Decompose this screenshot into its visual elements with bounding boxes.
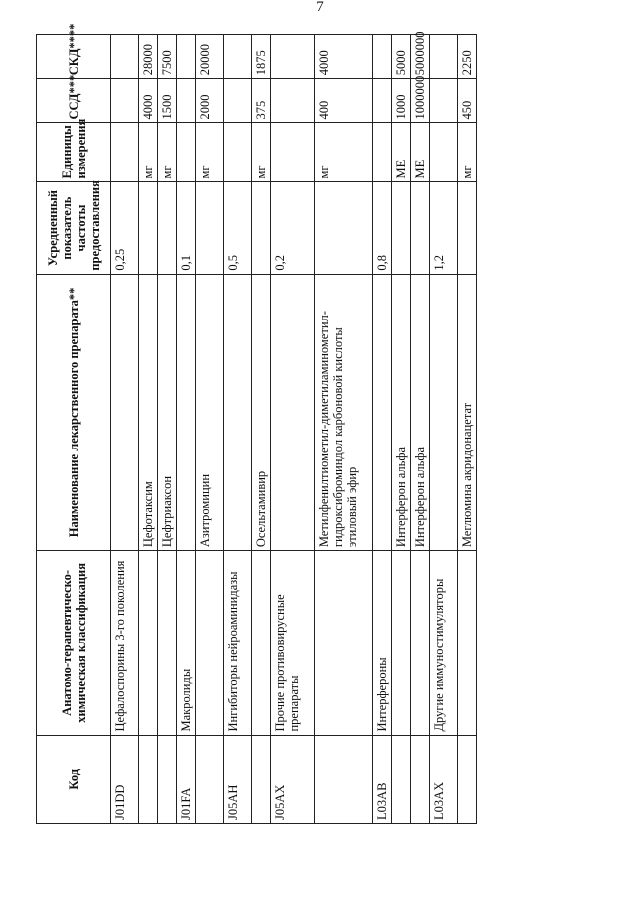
cell-name: Цефтриаксон [158, 274, 177, 551]
cell-name: Осельтамивир [252, 274, 271, 551]
table-row [177, 35, 196, 824]
cell-code: L03AB [373, 735, 392, 823]
cell-freq [392, 182, 411, 274]
cell-atc: Цефалоспорины 3-го поколения [111, 551, 139, 735]
page-number: 7 [316, 0, 324, 15]
cell-name [177, 274, 196, 551]
cell-code: L03AX [430, 735, 458, 823]
table-row [373, 35, 392, 824]
table-row [430, 35, 458, 824]
cell-ssd [111, 79, 139, 123]
cell-code [196, 735, 224, 823]
cell-skd: 5000000 [411, 35, 430, 79]
cell-ssd [224, 79, 252, 123]
cell-unit [373, 123, 392, 182]
cell-unit [430, 123, 458, 182]
header-freq: Усредненный показатель частоты предоставления [37, 182, 111, 274]
drug-table-container [36, 23, 474, 824]
cell-name: Метилфенилтиометил-диметиламинометил-гидроксиброминдол карбоновой кислоты этиловый эфир [315, 274, 373, 551]
cell-freq: 0,5 [224, 182, 252, 274]
cell-atc [411, 551, 430, 735]
cell-ssd [430, 79, 458, 123]
cell-skd [224, 35, 252, 79]
cell-skd [430, 35, 458, 79]
cell-freq [139, 182, 158, 274]
cell-code [315, 735, 373, 823]
cell-freq [158, 182, 177, 274]
cell-freq [252, 182, 271, 274]
cell-skd: 2250 [458, 35, 477, 79]
cell-unit: мг [458, 123, 477, 182]
table-row [458, 35, 477, 824]
cell-name [430, 274, 458, 551]
table-row [271, 35, 315, 824]
cell-code [139, 735, 158, 823]
cell-freq [196, 182, 224, 274]
cell-skd: 5000 [392, 35, 411, 79]
cell-atc [315, 551, 373, 735]
cell-code: J05AX [271, 735, 315, 823]
cell-unit [177, 123, 196, 182]
cell-skd [271, 35, 315, 79]
cell-skd [373, 35, 392, 79]
header-skd: СКД**** [37, 35, 111, 79]
cell-unit [224, 123, 252, 182]
cell-unit: мг [158, 123, 177, 182]
cell-atc: Макролиды [177, 551, 196, 735]
cell-atc: Ингибиторы нейроаминидазы [224, 551, 252, 735]
cell-name [111, 274, 139, 551]
cell-skd: 4000 [315, 35, 373, 79]
cell-unit: мг [196, 123, 224, 182]
cell-freq [458, 182, 477, 274]
cell-atc [139, 551, 158, 735]
cell-atc [158, 551, 177, 735]
table-body [111, 31, 477, 824]
cell-name [271, 274, 315, 551]
cell-ssd [177, 79, 196, 123]
cell-ssd: 400 [315, 79, 373, 123]
table-row [139, 35, 158, 824]
cell-skd: 28000 [139, 35, 158, 79]
drug-table [36, 23, 477, 824]
header-unit: Единицы измерения [37, 123, 111, 182]
cell-ssd [271, 79, 315, 123]
table-row [158, 35, 177, 824]
cell-atc: Другие иммуностимуляторы [430, 551, 458, 735]
cell-name [224, 274, 252, 551]
cell-freq [411, 182, 430, 274]
cell-code [411, 735, 430, 823]
cell-code: J05AH [224, 735, 252, 823]
cell-ssd: 2000 [196, 79, 224, 123]
cell-skd [111, 35, 139, 79]
cell-atc [458, 551, 477, 735]
table-header-row [37, 35, 111, 824]
cell-freq: 0,1 [177, 182, 196, 274]
cell-code [458, 735, 477, 823]
header-ssd: ССД*** [37, 79, 111, 123]
cell-unit: мг [139, 123, 158, 182]
cell-code [392, 735, 411, 823]
cell-name: Интерферон альфа [392, 274, 411, 551]
cell-code [158, 735, 177, 823]
table-row [315, 35, 373, 824]
cell-unit [271, 123, 315, 182]
header-atc: Анатомо-терапевтическо-химическая классификация [37, 551, 111, 735]
table-row [224, 35, 252, 824]
cell-atc [196, 551, 224, 735]
cell-unit: МЕ [411, 123, 430, 182]
cell-freq [315, 182, 373, 274]
cell-name: Интерферон альфа [411, 274, 430, 551]
table-row [111, 35, 139, 824]
cell-ssd: 4000 [139, 79, 158, 123]
cell-skd: 20000 [196, 35, 224, 79]
table-row [411, 35, 430, 824]
header-name: Наименование лекарственного препарата** [37, 274, 111, 551]
cell-name: Меглюмина акридонацетат [458, 274, 477, 551]
cell-ssd: 1000 [392, 79, 411, 123]
header-code: Код [37, 735, 111, 823]
cell-unit [111, 123, 139, 182]
cell-name: Азитромицин [196, 274, 224, 551]
cell-code: J01FA [177, 735, 196, 823]
table-row [252, 35, 271, 824]
cell-skd: 7500 [158, 35, 177, 79]
table-row [392, 35, 411, 824]
cell-skd: 1875 [252, 35, 271, 79]
cell-ssd: 450 [458, 79, 477, 123]
cell-ssd: 1000000 [411, 79, 430, 123]
cell-atc: Прочие противовирусные препараты [271, 551, 315, 735]
cell-name: Цефотаксим [139, 274, 158, 551]
cell-freq: 0,8 [373, 182, 392, 274]
cell-name [373, 274, 392, 551]
cell-ssd [373, 79, 392, 123]
cell-atc [392, 551, 411, 735]
cell-ssd: 375 [252, 79, 271, 123]
cell-code: J01DD [111, 735, 139, 823]
cell-atc [252, 551, 271, 735]
table-row [196, 35, 224, 824]
cell-freq: 0,25 [111, 182, 139, 274]
cell-unit: МЕ [392, 123, 411, 182]
cell-code [252, 735, 271, 823]
cell-atc: Интерфероны [373, 551, 392, 735]
cell-skd [177, 35, 196, 79]
cell-unit: мг [315, 123, 373, 182]
cell-ssd: 1500 [158, 79, 177, 123]
cell-freq: 1,2 [430, 182, 458, 274]
cell-unit: мг [252, 123, 271, 182]
cell-freq: 0,2 [271, 182, 315, 274]
